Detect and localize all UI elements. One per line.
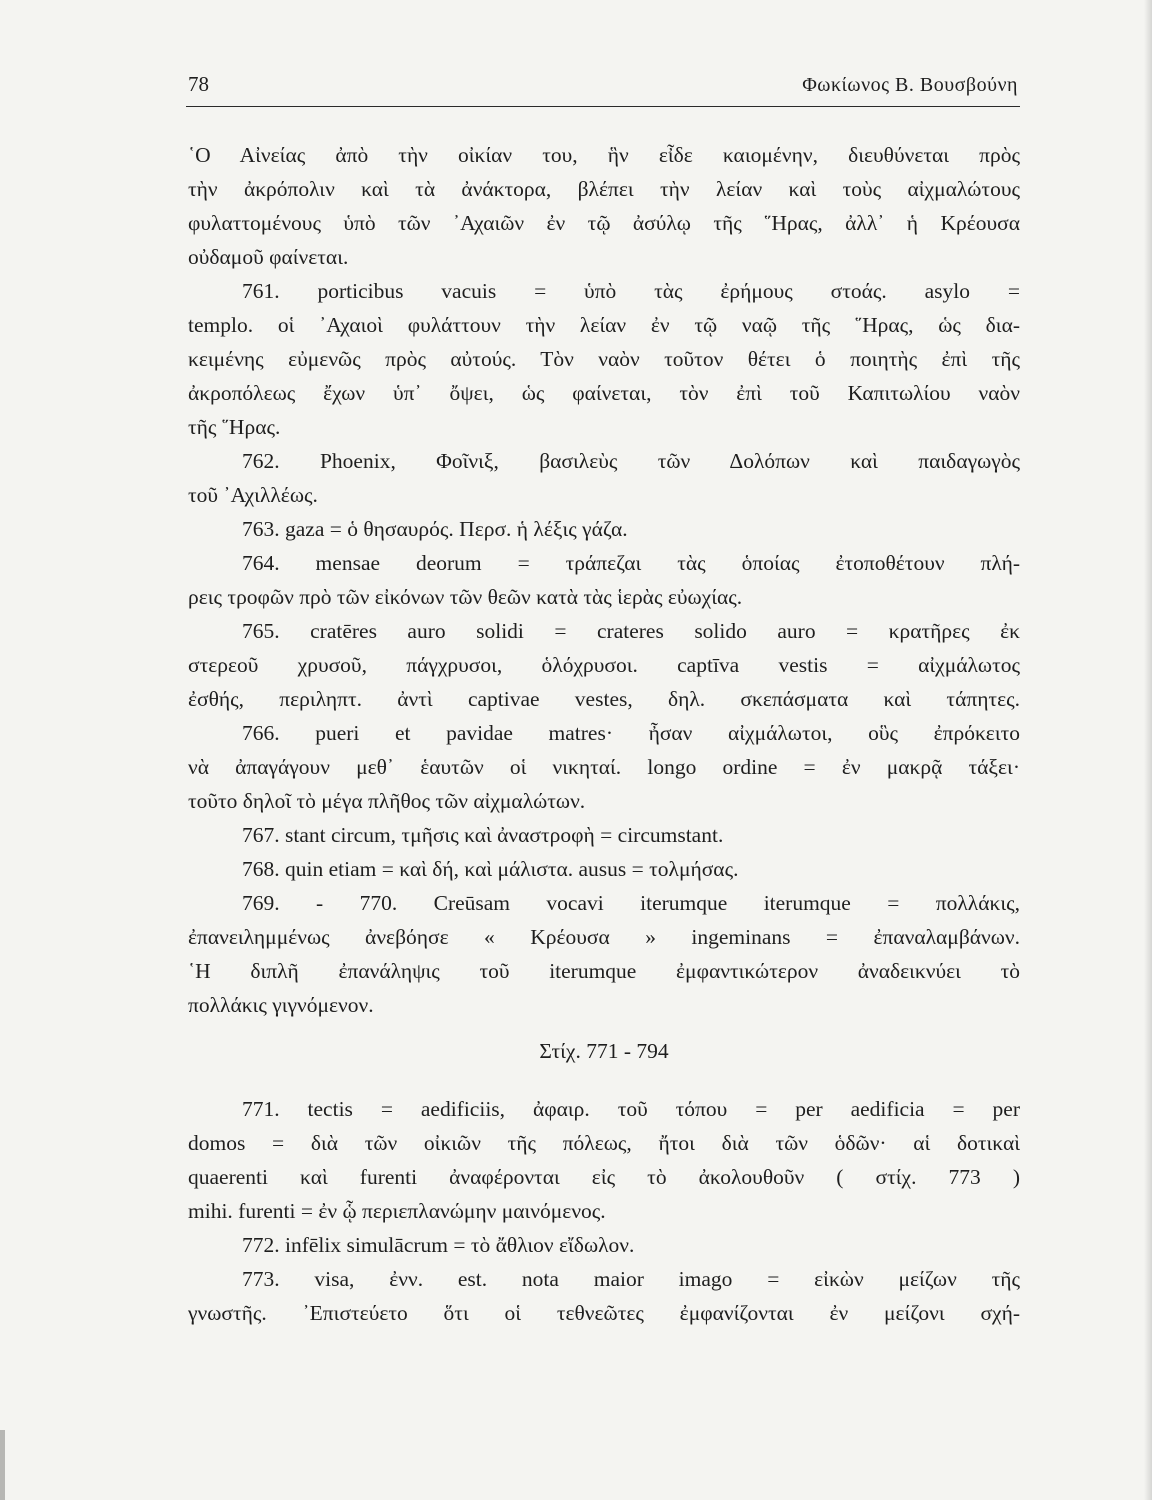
scan-edge-shadow [1144, 0, 1152, 1500]
text-line: 763. gaza = ὁ θησαυρός. Περσ. ἡ λέξις γάζα. [242, 517, 628, 541]
text-line: ἐσθής, περιληπτ. ἀντὶ captivae vestes, δηλ. σκεπάσματα καὶ τάπητες. [188, 687, 1020, 711]
text-line: τοῦτο δηλοῖ τὸ μέγα πλῆθος τῶν αἰχμαλώτων. [188, 789, 586, 813]
text-line: templo. οἱ ᾿Αχαιοὶ φυλάττουν τὴν λείαν ἐν τῷ ναῷ τῆς ῞Ηρας, ὡς δια- [188, 313, 1020, 337]
text-line: νὰ ἀπαγάγουν μεθ᾿ ἑαυτῶν οἱ νικηταί. longo ordine = ἐν μακρᾷ τάξει· [188, 755, 1020, 779]
text-line: στερεοῦ χρυσοῦ, πάγχρυσοι, ὁλόχρυσοι. captīva vestis = αἰχμάλωτος [188, 653, 1020, 677]
text-line: κειμένης εὐμενῶς πρὸς αὐτούς. Τὸν ναὸν τοῦτον θέτει ὁ ποιητὴς ἐπὶ τῆς [188, 347, 1020, 371]
spacer [188, 1068, 1020, 1080]
text-line: mihi. furenti = ἐν ᾧ περιεπλανώμην μαινόμενος. [188, 1199, 606, 1223]
section-heading: Στίχ. 771 - 794 [539, 1039, 669, 1063]
text-line: οὐδαμοῦ φαίνεται. [188, 245, 349, 269]
text-line: 771. tectis = aedificiis, ἀφαιρ. τοῦ τόπου = per aedificia = per [242, 1097, 1020, 1121]
text-line: ῾Η διπλῆ ἐπανάληψις τοῦ iterumque ἐμφαντικώτερον ἀναδεικνύει τὸ [188, 959, 1020, 983]
spacer [188, 1080, 1020, 1092]
text-line: 768. quin etiam = καὶ δή, καὶ μάλιστα. ausus = τολμήσας. [242, 857, 739, 881]
text-line: 773. visa, ἐνν. est. nota maior imago = εἰκὼν μείζων τῆς [242, 1267, 1020, 1291]
text-line: 766. pueri et pavidae matres· ἦσαν αἰχμάλωτοι, οὓς ἐπρόκειτο [242, 721, 1020, 745]
text-line: ῾Ο Αἰνείας ἀπὸ τὴν οἰκίαν του, ἣν εἶδε καιομένην, διευθύνεται πρὸς [188, 143, 1020, 167]
text-line: τῆς ῞Ηρας. [188, 415, 281, 439]
header-rule [186, 106, 1020, 107]
scan-edge-mark [0, 1430, 5, 1500]
text-line: ρεις τροφῶν πρὸ τῶν εἰκόνων τῶν θεῶν κατὰ τὰς ἱερὰς εὐωχίας. [188, 585, 743, 609]
body-text [188, 138, 1020, 1330]
running-head: Φωκίωνος Β. Βουσβούνη [802, 74, 1018, 96]
text-line: τοῦ ᾿Αχιλλέως. [188, 483, 318, 507]
text-line: 764. mensae deorum = τράπεζαι τὰς ὁποίας ἐτοποθέτουν πλή- [242, 551, 1020, 575]
spacer [188, 1022, 1020, 1034]
text-line: ἀκροπόλεως ἔχων ὑπ᾿ ὄψει, ὡς φαίνεται, τὸν ἐπὶ τοῦ Καπιτωλίου ναὸν [188, 381, 1020, 405]
page-number: 78 [188, 72, 209, 96]
text-line: 765. cratēres auro solidi = crateres solido auro = κρατῆρες ἐκ [242, 619, 1020, 643]
text-line: 761. porticibus vacuis = ὑπὸ τὰς ἐρήμους στοάς. asylo = [242, 279, 1020, 303]
text-line: 767. stant circum, τμῆσις καὶ ἀναστροφὴ = circumstant. [242, 823, 724, 847]
text-line: 769. - 770. Creūsam vocavi iterumque iterumque = πολλάκις, [242, 891, 1020, 915]
text-line: γνωστῆς. ᾿Επιστεύετο ὅτι οἱ τεθνεῶτες ἐμφανίζονται ἐν μείζονι σχή- [188, 1301, 1020, 1325]
text-line: τὴν ἀκρόπολιν καὶ τὰ ἀνάκτορα, βλέπει τὴν λείαν καὶ τοὺς αἰχμαλώτους [188, 177, 1020, 201]
text-line: 762. Phoenix, Φοῖνιξ, βασιλεὺς τῶν Δολόπων καὶ παιδαγωγὸς [242, 449, 1020, 473]
text-line: 772. infēlix simulācrum = τὸ ἄθλιον εἴδωλον. [242, 1233, 635, 1257]
text-line: φυλαττομένους ὑπὸ τῶν ᾿Αχαιῶν ἐν τῷ ἀσύλῳ τῆς ῞Ηρας, ἀλλ᾿ ἡ Κρέουσα [188, 211, 1020, 235]
text-line: ἐπανειλημμένως ἀνεβόησε « Κρέουσα » ingeminans = ἐπαναλαμβάνων. [188, 925, 1020, 949]
text-line: πολλάκις γιγνόμενον. [188, 993, 374, 1017]
text-line: quaerenti καὶ furenti ἀναφέρονται εἰς τὸ ἀκολουθοῦν ( στίχ. 773 ) [188, 1165, 1020, 1189]
page-header [188, 70, 1020, 106]
text-line: domos = διὰ τῶν οἰκιῶν τῆς πόλεως, ἤτοι διὰ τῶν ὁδῶν· αἱ δοτικαὶ [188, 1131, 1020, 1155]
